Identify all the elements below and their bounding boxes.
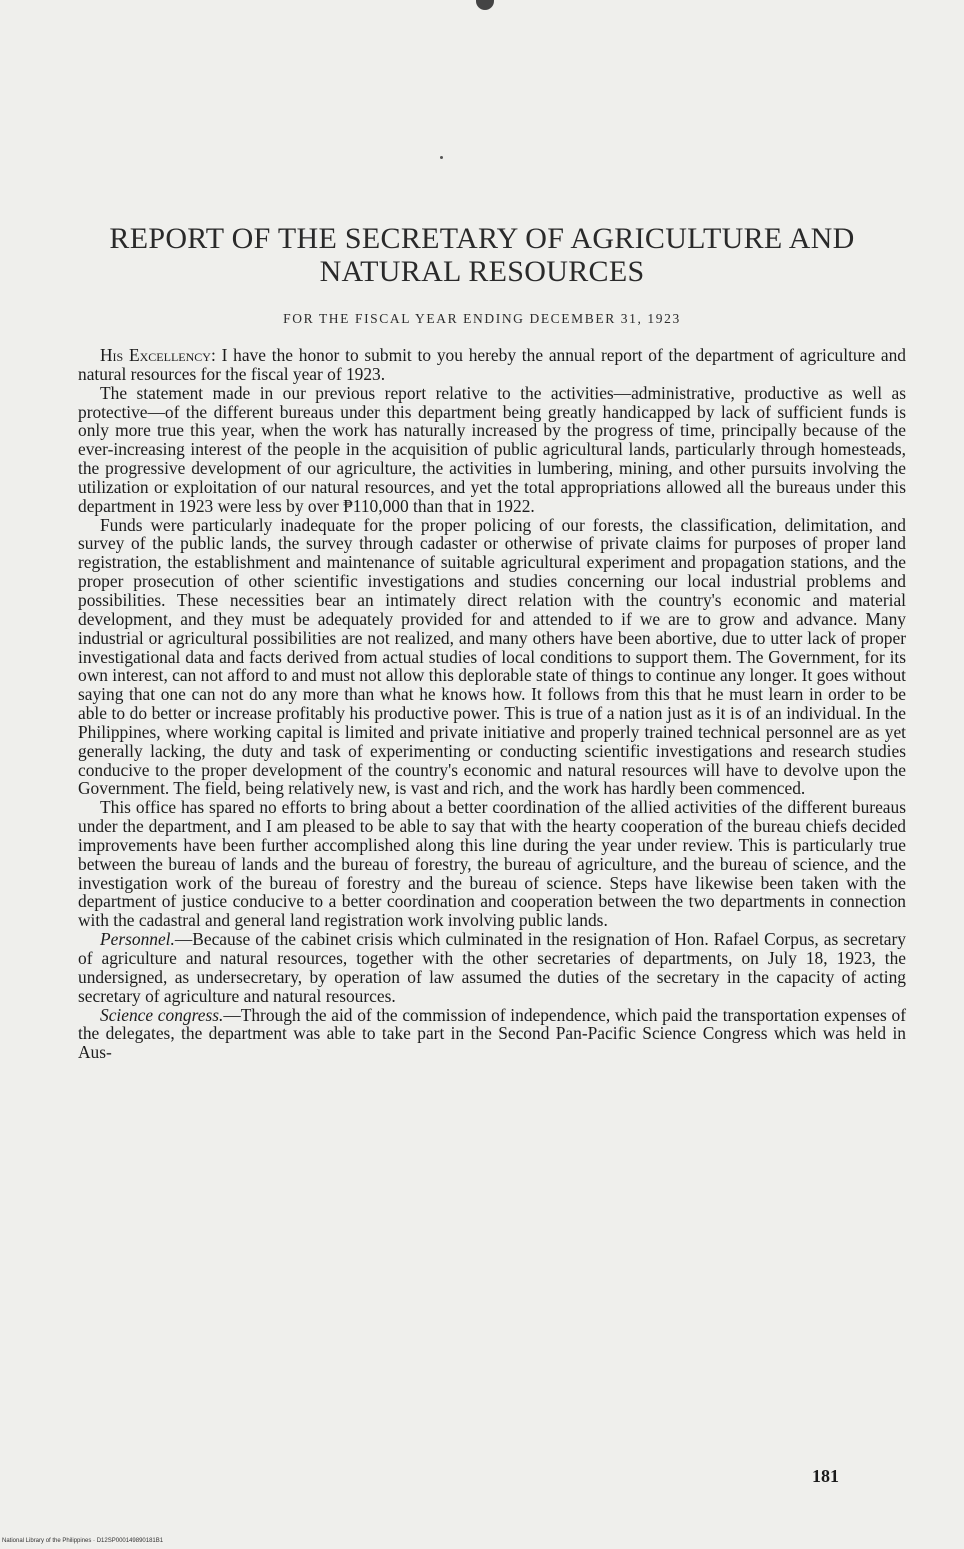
paragraph-text: —Through the aid of the commission of independence, which paid the transportation expenses of the delegates, the department was able to take part in the Second Pan-Pacific Science Congress which was held in Aus- bbox=[78, 1004, 906, 1063]
paragraph-4 bbox=[78, 798, 906, 930]
paragraph-2 bbox=[78, 384, 906, 516]
paragraph-personnel bbox=[78, 930, 906, 1005]
page-number: 181 bbox=[812, 1466, 839, 1486]
paragraph-text: This office has spared no efforts to bring about a better coordination of the allied activities of the different bureaus under the department, and I am pleased to be able to say that with the hearty cooperation of the bureau chiefs decided improvements have been further accomplished along this line during the year under review. This is particularly true between the bureau of lands and the bureau of forestry, the bureau of agriculture, and the bureau of science, and the investigation work of the bureau of forestry and the bureau of science. Steps have likewise been taken with the department of justice conducive to a better coordination and cooperation between the two departments in connection with the cadastral and general land registration work involving public lands. bbox=[78, 797, 906, 931]
paragraph-text: —Because of the cabinet crisis which culminated in the resignation of Hon. Rafael Corpus, as secretary of agriculture and natural resources, together with the other secretaries of departments, on July 18, 1923, the undersigned, as undersecretary, by operation of law assumed the duties of the secretary in the capacity of acting secretary of agriculture and natural resources. bbox=[78, 929, 906, 1006]
report-subtitle: FOR THE FISCAL YEAR ENDING DECEMBER 31, 1923 bbox=[283, 311, 681, 326]
paragraph-science-congress bbox=[78, 1006, 906, 1063]
paragraph-text: I have the honor to submit to you hereby the annual report of the department of agriculture and natural resources for the fiscal year of 1923. bbox=[78, 345, 907, 384]
paragraph-3 bbox=[78, 516, 906, 799]
report-title: REPORT OF THE SECRETARY OF AGRICULTURE AND NATURAL RESOURCES bbox=[109, 222, 855, 288]
paragraph-text: The statement made in our previous report relative to the activities—administrative, productive as well as protective—of the different bureaus under this department being greatly handicapped by lack of sufficient funds is only more true this year, when the work has naturally increased by the progress of time, principally because of the ever-increasing interest of the people in the acquisition of public agricultural lands, particularly through homesteads, the progressive development of our agriculture, the activities in lumbering, mining, and other pursuits involving the utilization or exploitation of our natural resources, and yet the total appropriations allowed all the bureaus under this department in 1923 were less by over ₱110,000 than that in 1922. bbox=[78, 382, 906, 516]
report-body bbox=[78, 346, 906, 1062]
salutation: His Excellency: bbox=[100, 345, 216, 365]
paragraph-1 bbox=[78, 346, 906, 384]
paragraph-text: Funds were particularly inadequate for the proper policing of our forests, the classification, delimitation, and survey of the public lands, the survey through cadaster or otherwise of private claims for purposes of proper land registration, the establishment and maintenance of suitable agricultural experiment and propagation stations, and the proper prosecution of other scientific investigations and studies concerning our local industrial problems and possibilities. These necessities bear an intimately direct relation with the country's economic and material development, and they must be adequately provided for and attended to if we are to grow and advance. Many industrial or agricultural possibilities are not realized, and many others have been abortive, due to utter lack of proper investigational data and facts derived from actual studies of local conditions to support them. The Government, for its own interest, can not afford to and must not allow this deplorable state of things to continue any longer. It goes without saying that one can not do any more than what he knows how. It follows from this that he must learn in order to be able to do better or increase profitably his productive power. This is true of a nation just as it is of an individual. In the Philippines, where working capital is limited and private initiative and properly trained technical personnel are as yet generally lacking, the duty and task of experimenting or conducting scientific investigations and research studies conducive to the proper development of the country's economic and natural resources will have to devolve upon the Government. The field, being relatively new, is vast and rich, and the work has hardly been commenced. bbox=[78, 514, 906, 799]
library-footer: National Library of the Philippines · D12SP000149890181B1 bbox=[2, 1538, 164, 1544]
scan-speck bbox=[440, 156, 443, 159]
scan-artifact bbox=[476, 0, 494, 10]
section-lead-personnel: Personnel. bbox=[100, 929, 175, 950]
section-lead-science-congress: Science congress. bbox=[100, 1004, 224, 1025]
